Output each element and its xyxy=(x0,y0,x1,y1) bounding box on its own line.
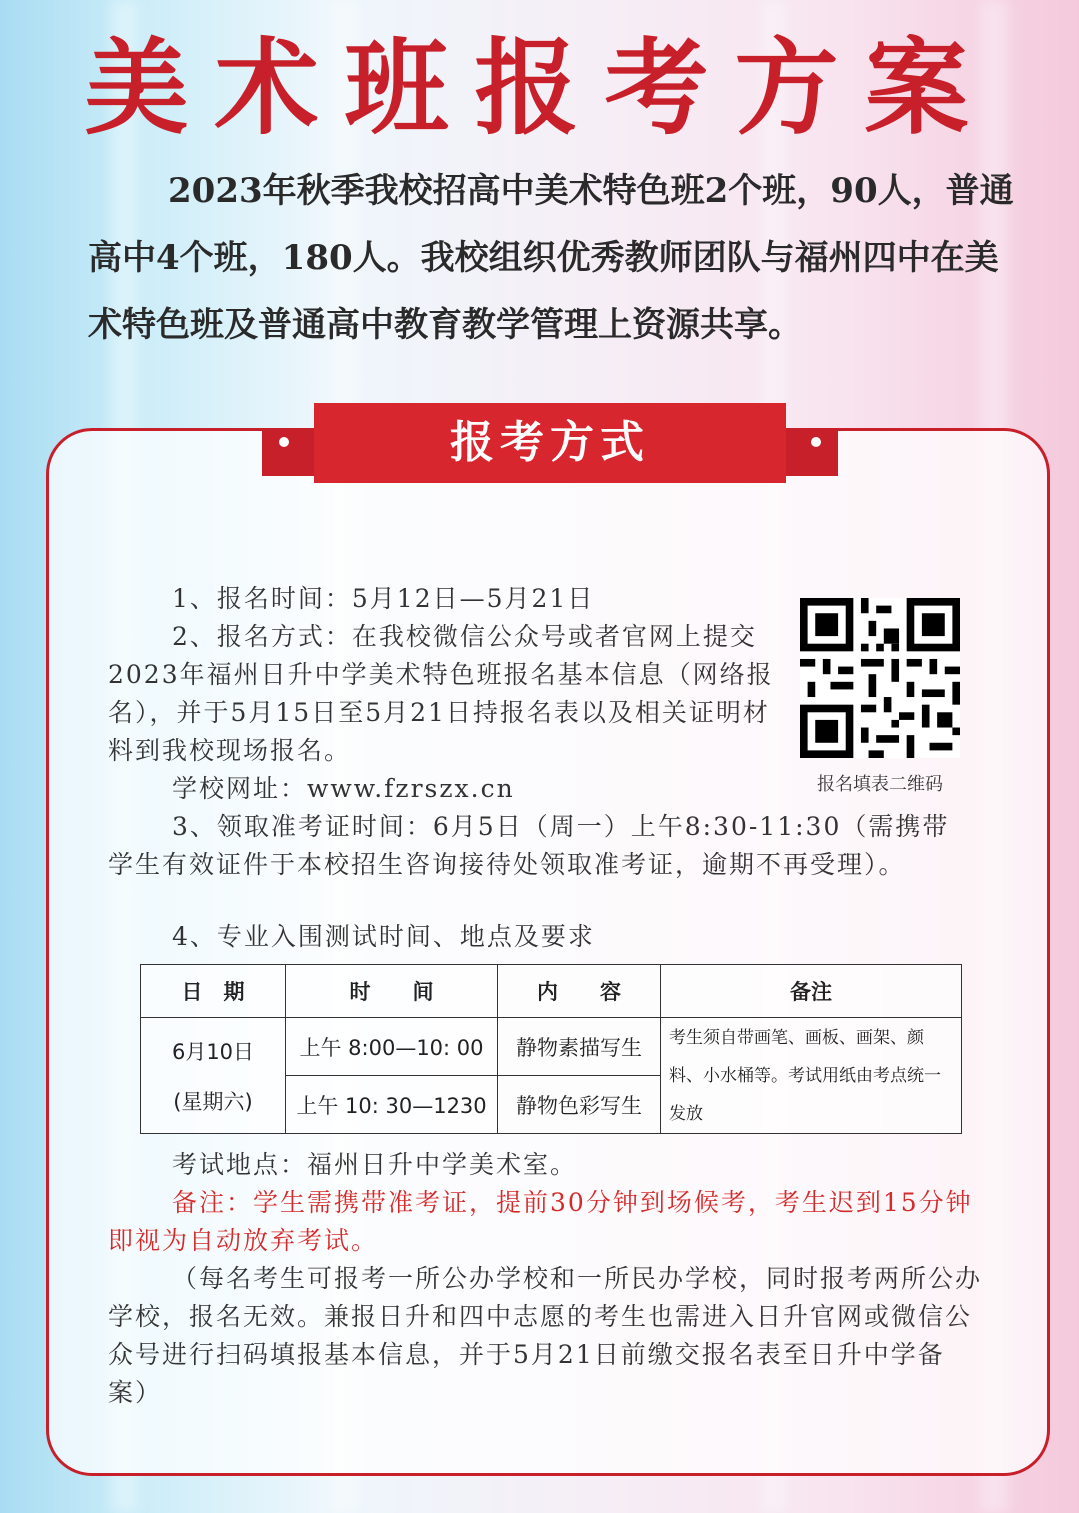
warning-note: 备注：学生需携带准考证，提前30分钟到场候考，考生迟到15分钟即视为自动放弃考试。 xyxy=(108,1188,973,1255)
item-exam-info-heading: 4、专业入围测试时间、地点及要求 xyxy=(172,922,595,951)
exam-location: 考试地点：福州日升中学美术室。 xyxy=(172,1150,578,1179)
content-cell: 静物色彩写生 xyxy=(498,1076,661,1134)
note-cell: 考生须自带画笔、画板、画架、颜料、小水桶等。考试用纸由考点统一发放 xyxy=(661,1018,962,1134)
item-registration-method: 2、报名方式：在我校微信公众号或者官网上提交2023年福州日升中学美术特色班报名基本信息（网络报名），并于5月15日至5月21日持报名表以及相关证明材料到我校现场报名。 xyxy=(108,622,774,765)
content-cell: 静物素描写生 xyxy=(498,1018,661,1076)
header-content: 内 容 xyxy=(498,965,661,1018)
banner-dot-right xyxy=(811,437,821,447)
qr-code-image[interactable] xyxy=(800,598,960,758)
date-text: 6月10日 xyxy=(171,1039,255,1064)
page-title: 美术班报考方案 xyxy=(84,26,995,149)
banner-dot-left xyxy=(279,437,289,447)
time-cell: 上午 10: 30—1230 xyxy=(286,1076,498,1134)
time-cell: 上午 8:00—10: 00 xyxy=(286,1018,498,1076)
header-note: 备注 xyxy=(661,965,962,1018)
date-cell xyxy=(141,1018,286,1134)
weekday-text: (星期六) xyxy=(173,1089,253,1114)
table-row xyxy=(141,1018,962,1076)
section-banner: 报考方式 xyxy=(314,403,786,483)
header-time: 时 间 xyxy=(286,965,498,1018)
header-date: 日 期 xyxy=(141,965,286,1018)
footnote: （每名考生可报考一所公办学校和一所民办学校，同时报考两所公办学校，报名无效。兼报日升和四中志愿的考生也需进入日升官网或微信公众号进行扫码填报基本信息，并于5月21日前缴交报名表至日升中学备案） xyxy=(108,1264,983,1407)
school-website: 学校网址：www.fzrszx.cn xyxy=(172,774,515,803)
table-header-row xyxy=(141,965,962,1018)
qr-caption: 报名填表二维码 xyxy=(817,774,943,795)
item-admission-ticket: 3、领取准考证时间：6月5日（周一）上午8:30-11:30（需携带学生有效证件于本校招生咨询接待处领取准考证，逾期不再受理）。 xyxy=(108,812,950,879)
item-registration-time: 1、报名时间：5月12日—5月21日 xyxy=(172,584,595,613)
intro-paragraph: 2023年秋季我校招高中美术特色班2个班，90人，普通高中4个班，180人。我校组织优秀教师团队与福州四中在美术特色班及普通高中教育教学管理上资源共享。 xyxy=(88,171,1014,345)
exam-schedule-table xyxy=(140,964,962,1134)
